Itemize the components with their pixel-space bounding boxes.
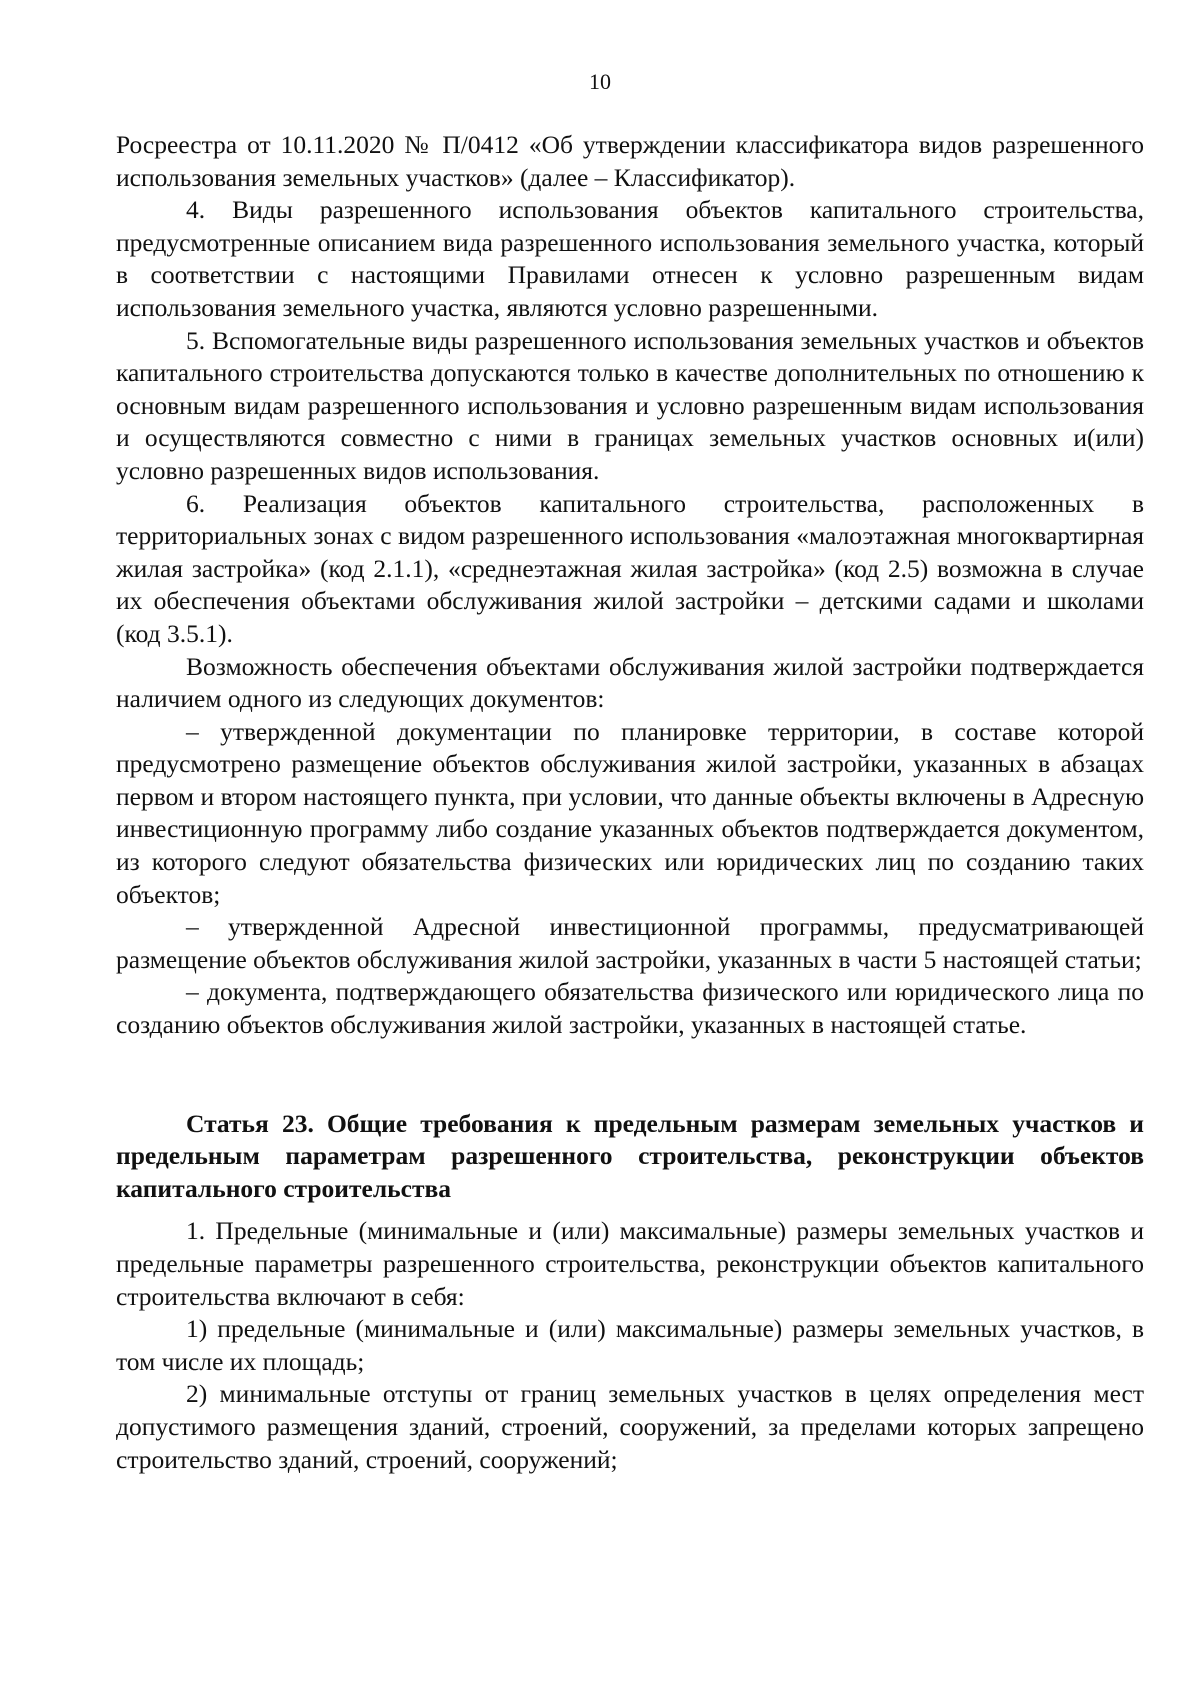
- paragraph-item-4: 4. Виды разрешенного использования объектов капитального строительства, предусмотренные описанием вида разрешенного использования земельного участка, который в соответствии с настоящими Правилами отнесен к условно разрешенным видам использования земельного участка, являются условно разрешенными.: [116, 195, 1144, 322]
- paragraph-possibility: Возможность обеспечения объектами обслуживания жилой застройки подтверждается наличием одного из следующих документов:: [116, 651, 1144, 714]
- article-heading: Статья 23. Общие требования к предельным размерам земельных участков и предельным параметрам разрешенного строительства, реконструкции объектов капитального строительства: [116, 1108, 1144, 1203]
- page-number: 10: [589, 69, 611, 94]
- list-item-dash: – утвержденной документации по планировке территории, в составе которой предусмотрено размещение объектов обслуживания жилой застройки, указанных в абзацах первом и втором настоящего пункта, при условии, что данные объекты включены в Адресную инвестиционную программу либо создание указанных объектов подтверждается документом, из которого следуют обязательства физических или юридических лиц по созданию таких объектов;: [116, 716, 1144, 909]
- paragraph-item-5: 5. Вспомогательные виды разрешенного использования земельных участков и объектов капитального строительства допускаются только в качестве дополнительных по отношению к основным видам разрешенного использования и условно разрешенным видам использования и осуществляются совместно с ними в границах земельных участков основных и(или) условно разрешенных видов использования.: [116, 325, 1144, 485]
- list-item-dash: – документа, подтверждающего обязательства физического или юридического лица по созданию объектов обслуживания жилой застройки, указанных в настоящей статье.: [116, 977, 1144, 1040]
- paragraph-subitem-2: 2) минимальные отступы от границ земельных участков в целях определения мест допустимого размещения зданий, строений, сооружений, за пределами которых запрещено строительство зданий, строений, сооружений;: [116, 1379, 1144, 1474]
- paragraph-subitem-1: 1) предельные (минимальные и (или) максимальные) размеры земельных участков, в том числе их площадь;: [116, 1314, 1144, 1376]
- paragraph-item-6: 6. Реализация объектов капитального строительства, расположенных в территориальных зонах с видом разрешенного использования «малоэтажная многоквартирная жилая застройка» (код 2.1.1), «среднеэтажная жилая застройка» (код 2.5) возможна в случае их обеспечения объектами обслуживания жилой застройки – детскими садами и школами (код 3.5.1).: [116, 488, 1144, 648]
- paragraph-article-item-1: 1. Предельные (минимальные и (или) максимальные) размеры земельных участков и предельные параметры разрешенного строительства, реконструкции объектов капитального строительства включают в себя:: [116, 1216, 1144, 1311]
- paragraph-continuation: Росреестра от 10.11.2020 № П/0412 «Об утверждении классификатора видов разрешенного использования земельных участков» (далее – Классификатор).: [116, 130, 1144, 192]
- list-item-dash: – утвержденной Адресной инвестиционной программы, предусматривающей размещение объектов обслуживания жилой застройки, указанных в части 5 настоящей статьи;: [116, 912, 1144, 974]
- document-body: [116, 129, 1144, 1476]
